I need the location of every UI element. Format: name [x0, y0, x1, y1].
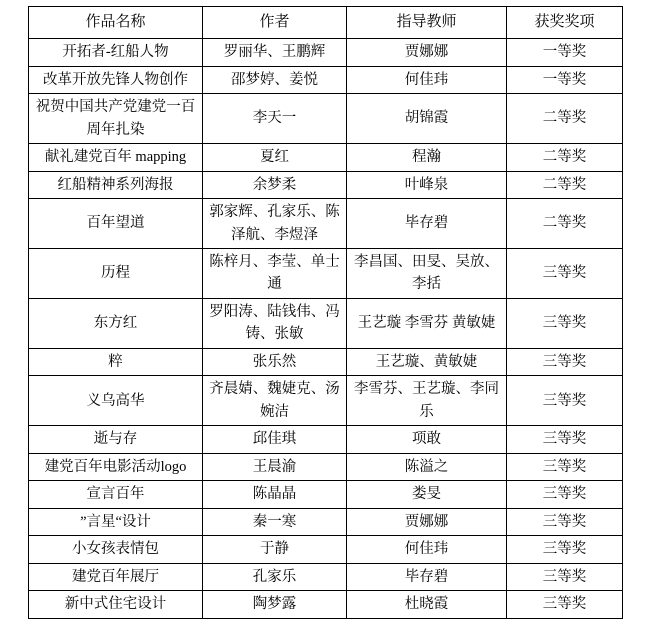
- cell-advisor: 王艺璇 李雪芬 黄敏婕: [347, 298, 507, 348]
- cell-advisor: 王艺璇、黄敏婕: [347, 348, 507, 375]
- table-row: [29, 508, 623, 535]
- cell-advisor: 贾娜娜: [347, 508, 507, 535]
- table-row: [29, 591, 623, 618]
- cell-work-name: 开拓者-红船人物: [29, 39, 203, 66]
- table-row: [29, 39, 623, 66]
- cell-award: 三等奖: [507, 348, 623, 375]
- cell-advisor: 李雪芬、王艺璇、李同乐: [347, 376, 507, 426]
- cell-award: 三等奖: [507, 536, 623, 563]
- cell-author: 罗阳涛、陆钱伟、冯铸、张敏: [203, 298, 347, 348]
- cell-work-name: 建党百年展厅: [29, 563, 203, 590]
- cell-advisor: 何佳玮: [347, 66, 507, 93]
- table-row: [29, 536, 623, 563]
- table-row: [29, 199, 623, 249]
- table-row: [29, 298, 623, 348]
- cell-author: 李天一: [203, 94, 347, 144]
- cell-award: 三等奖: [507, 249, 623, 299]
- cell-advisor: 项敢: [347, 426, 507, 453]
- cell-work-name: 历程: [29, 249, 203, 299]
- cell-author: 秦一寒: [203, 508, 347, 535]
- table-row: [29, 66, 623, 93]
- cell-award: 三等奖: [507, 453, 623, 480]
- cell-award: 二等奖: [507, 171, 623, 198]
- cell-author: 夏红: [203, 144, 347, 171]
- cell-work-name: 献礼建党百年 mapping: [29, 144, 203, 171]
- cell-award: 三等奖: [507, 426, 623, 453]
- cell-award: 二等奖: [507, 144, 623, 171]
- cell-work-name: 红船精神系列海报: [29, 171, 203, 198]
- cell-work-name: 祝贺中国共产党建党一百周年扎染: [29, 94, 203, 144]
- table-row: [29, 144, 623, 171]
- cell-advisor: 李昌国、田旻、吴放、李括: [347, 249, 507, 299]
- table-header: [29, 7, 623, 39]
- award-table: [28, 6, 623, 619]
- cell-advisor: 叶峰泉: [347, 171, 507, 198]
- column-header-work-name: 作品名称: [29, 7, 203, 39]
- cell-work-name: 粹: [29, 348, 203, 375]
- cell-award: 三等奖: [507, 481, 623, 508]
- cell-author: 陈晶晶: [203, 481, 347, 508]
- cell-author: 孔家乐: [203, 563, 347, 590]
- table-row: [29, 171, 623, 198]
- cell-advisor: 陈溢之: [347, 453, 507, 480]
- cell-work-name: ”言星“设计: [29, 508, 203, 535]
- cell-author: 陈梓月、李莹、单士通: [203, 249, 347, 299]
- cell-award: 一等奖: [507, 39, 623, 66]
- cell-author: 陶梦露: [203, 591, 347, 618]
- cell-work-name: 东方红: [29, 298, 203, 348]
- cell-advisor: 毕存碧: [347, 199, 507, 249]
- table-row: [29, 94, 623, 144]
- cell-author: 余梦柔: [203, 171, 347, 198]
- cell-work-name: 改革开放先锋人物创作: [29, 66, 203, 93]
- cell-advisor: 毕存碧: [347, 563, 507, 590]
- cell-advisor: 胡锦霞: [347, 94, 507, 144]
- cell-author: 张乐然: [203, 348, 347, 375]
- table-row: [29, 249, 623, 299]
- table-row: [29, 376, 623, 426]
- table-body: [29, 39, 623, 618]
- table-row: [29, 426, 623, 453]
- cell-advisor: 娄旻: [347, 481, 507, 508]
- table-row: [29, 348, 623, 375]
- cell-award: 二等奖: [507, 94, 623, 144]
- table-row: [29, 563, 623, 590]
- cell-advisor: 贾娜娜: [347, 39, 507, 66]
- cell-award: 三等奖: [507, 298, 623, 348]
- cell-advisor: 程瀚: [347, 144, 507, 171]
- column-header-advisor: 指导教师: [347, 7, 507, 39]
- cell-author: 于静: [203, 536, 347, 563]
- cell-work-name: 义乌高华: [29, 376, 203, 426]
- column-header-award: 获奖奖项: [507, 7, 623, 39]
- column-header-author: 作者: [203, 7, 347, 39]
- cell-work-name: 小女孩表情包: [29, 536, 203, 563]
- cell-work-name: 百年望道: [29, 199, 203, 249]
- cell-award: 一等奖: [507, 66, 623, 93]
- cell-author: 郭家辉、孔家乐、陈泽航、李煜泽: [203, 199, 347, 249]
- table-row: [29, 453, 623, 480]
- cell-author: 齐晨婧、魏婕克、汤婉洁: [203, 376, 347, 426]
- cell-award: 三等奖: [507, 591, 623, 618]
- cell-author: 邱佳琪: [203, 426, 347, 453]
- cell-work-name: 建党百年电影活动logo: [29, 453, 203, 480]
- cell-author: 罗丽华、王鹏辉: [203, 39, 347, 66]
- cell-award: 三等奖: [507, 563, 623, 590]
- cell-work-name: 新中式住宅设计: [29, 591, 203, 618]
- cell-work-name: 逝与存: [29, 426, 203, 453]
- cell-award: 三等奖: [507, 376, 623, 426]
- cell-author: 邵梦婷、姜悦: [203, 66, 347, 93]
- cell-award: 三等奖: [507, 508, 623, 535]
- table-header-row: [29, 7, 623, 39]
- cell-award: 二等奖: [507, 199, 623, 249]
- cell-author: 王晨渝: [203, 453, 347, 480]
- cell-advisor: 何佳玮: [347, 536, 507, 563]
- cell-work-name: 宣言百年: [29, 481, 203, 508]
- cell-advisor: 杜晓霞: [347, 591, 507, 618]
- table-row: [29, 481, 623, 508]
